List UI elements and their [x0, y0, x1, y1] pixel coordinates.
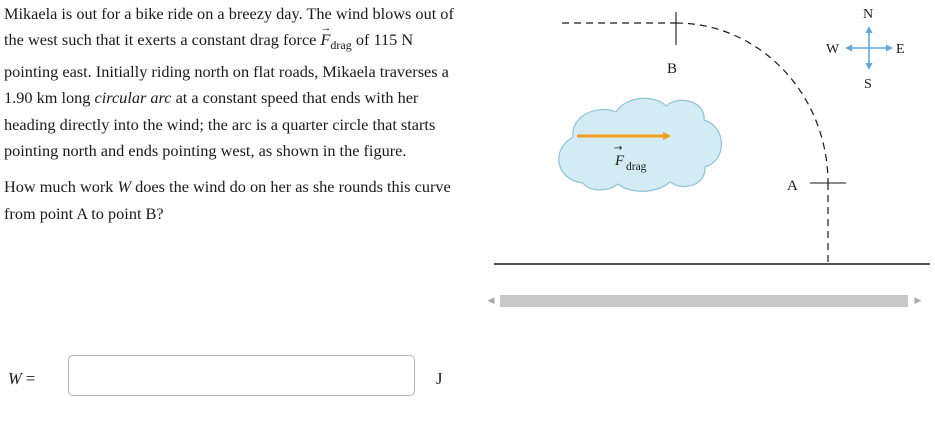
label-point-b: B — [667, 61, 678, 77]
figure-force-arrow-glyph: → — [614, 143, 623, 154]
triangle-left-icon[interactable]: ◀ — [487, 296, 495, 306]
answer-unit: J — [436, 369, 443, 388]
figure-force-subscript: drag — [626, 161, 647, 173]
drag-force-subscript: drag — [330, 38, 352, 53]
answer-variable: W — [8, 369, 22, 388]
compass-south-label: S — [864, 77, 872, 92]
scrollbar-thumb[interactable] — [500, 295, 908, 307]
question-paragraph: How much work W does the wind do on her as she rounds this curve from point A to point B? — [4, 177, 451, 223]
answer-label — [8, 369, 35, 389]
triangle-right-icon[interactable]: ▶ — [914, 296, 922, 306]
compass-north-label: N — [863, 7, 874, 22]
figure-horizontal-scrollbar[interactable] — [484, 293, 925, 309]
compass-rose-icon — [826, 7, 905, 92]
drag-force-symbol: → F — [320, 27, 330, 53]
wind-cloud — [559, 98, 722, 191]
compass-east-label: E — [896, 42, 905, 57]
work-answer-input[interactable] — [68, 355, 415, 396]
emphasis-circular-arc: circular arc — [94, 88, 172, 108]
compass-west-label: W — [826, 42, 840, 57]
answer-equals: = — [25, 369, 36, 388]
work-variable: W — [117, 177, 132, 197]
label-point-a: A — [787, 178, 798, 194]
figure-force-symbol: F — [615, 153, 625, 169]
problem-paragraph: Mikaela is out for a bike ride on a breezy day. The wind blows out of the west such that it exerts a constant drag force → $F_{drag}$ of 115 N pointing east. Initially riding north on flat roads, Mikaela traverses a 1.90 km long circular arc at a constant speed that ends with her heading directly into the wind; the arc is a quarter circle that starts pointing north and ends pointing west, as shown in the figure. — [4, 1, 454, 164]
